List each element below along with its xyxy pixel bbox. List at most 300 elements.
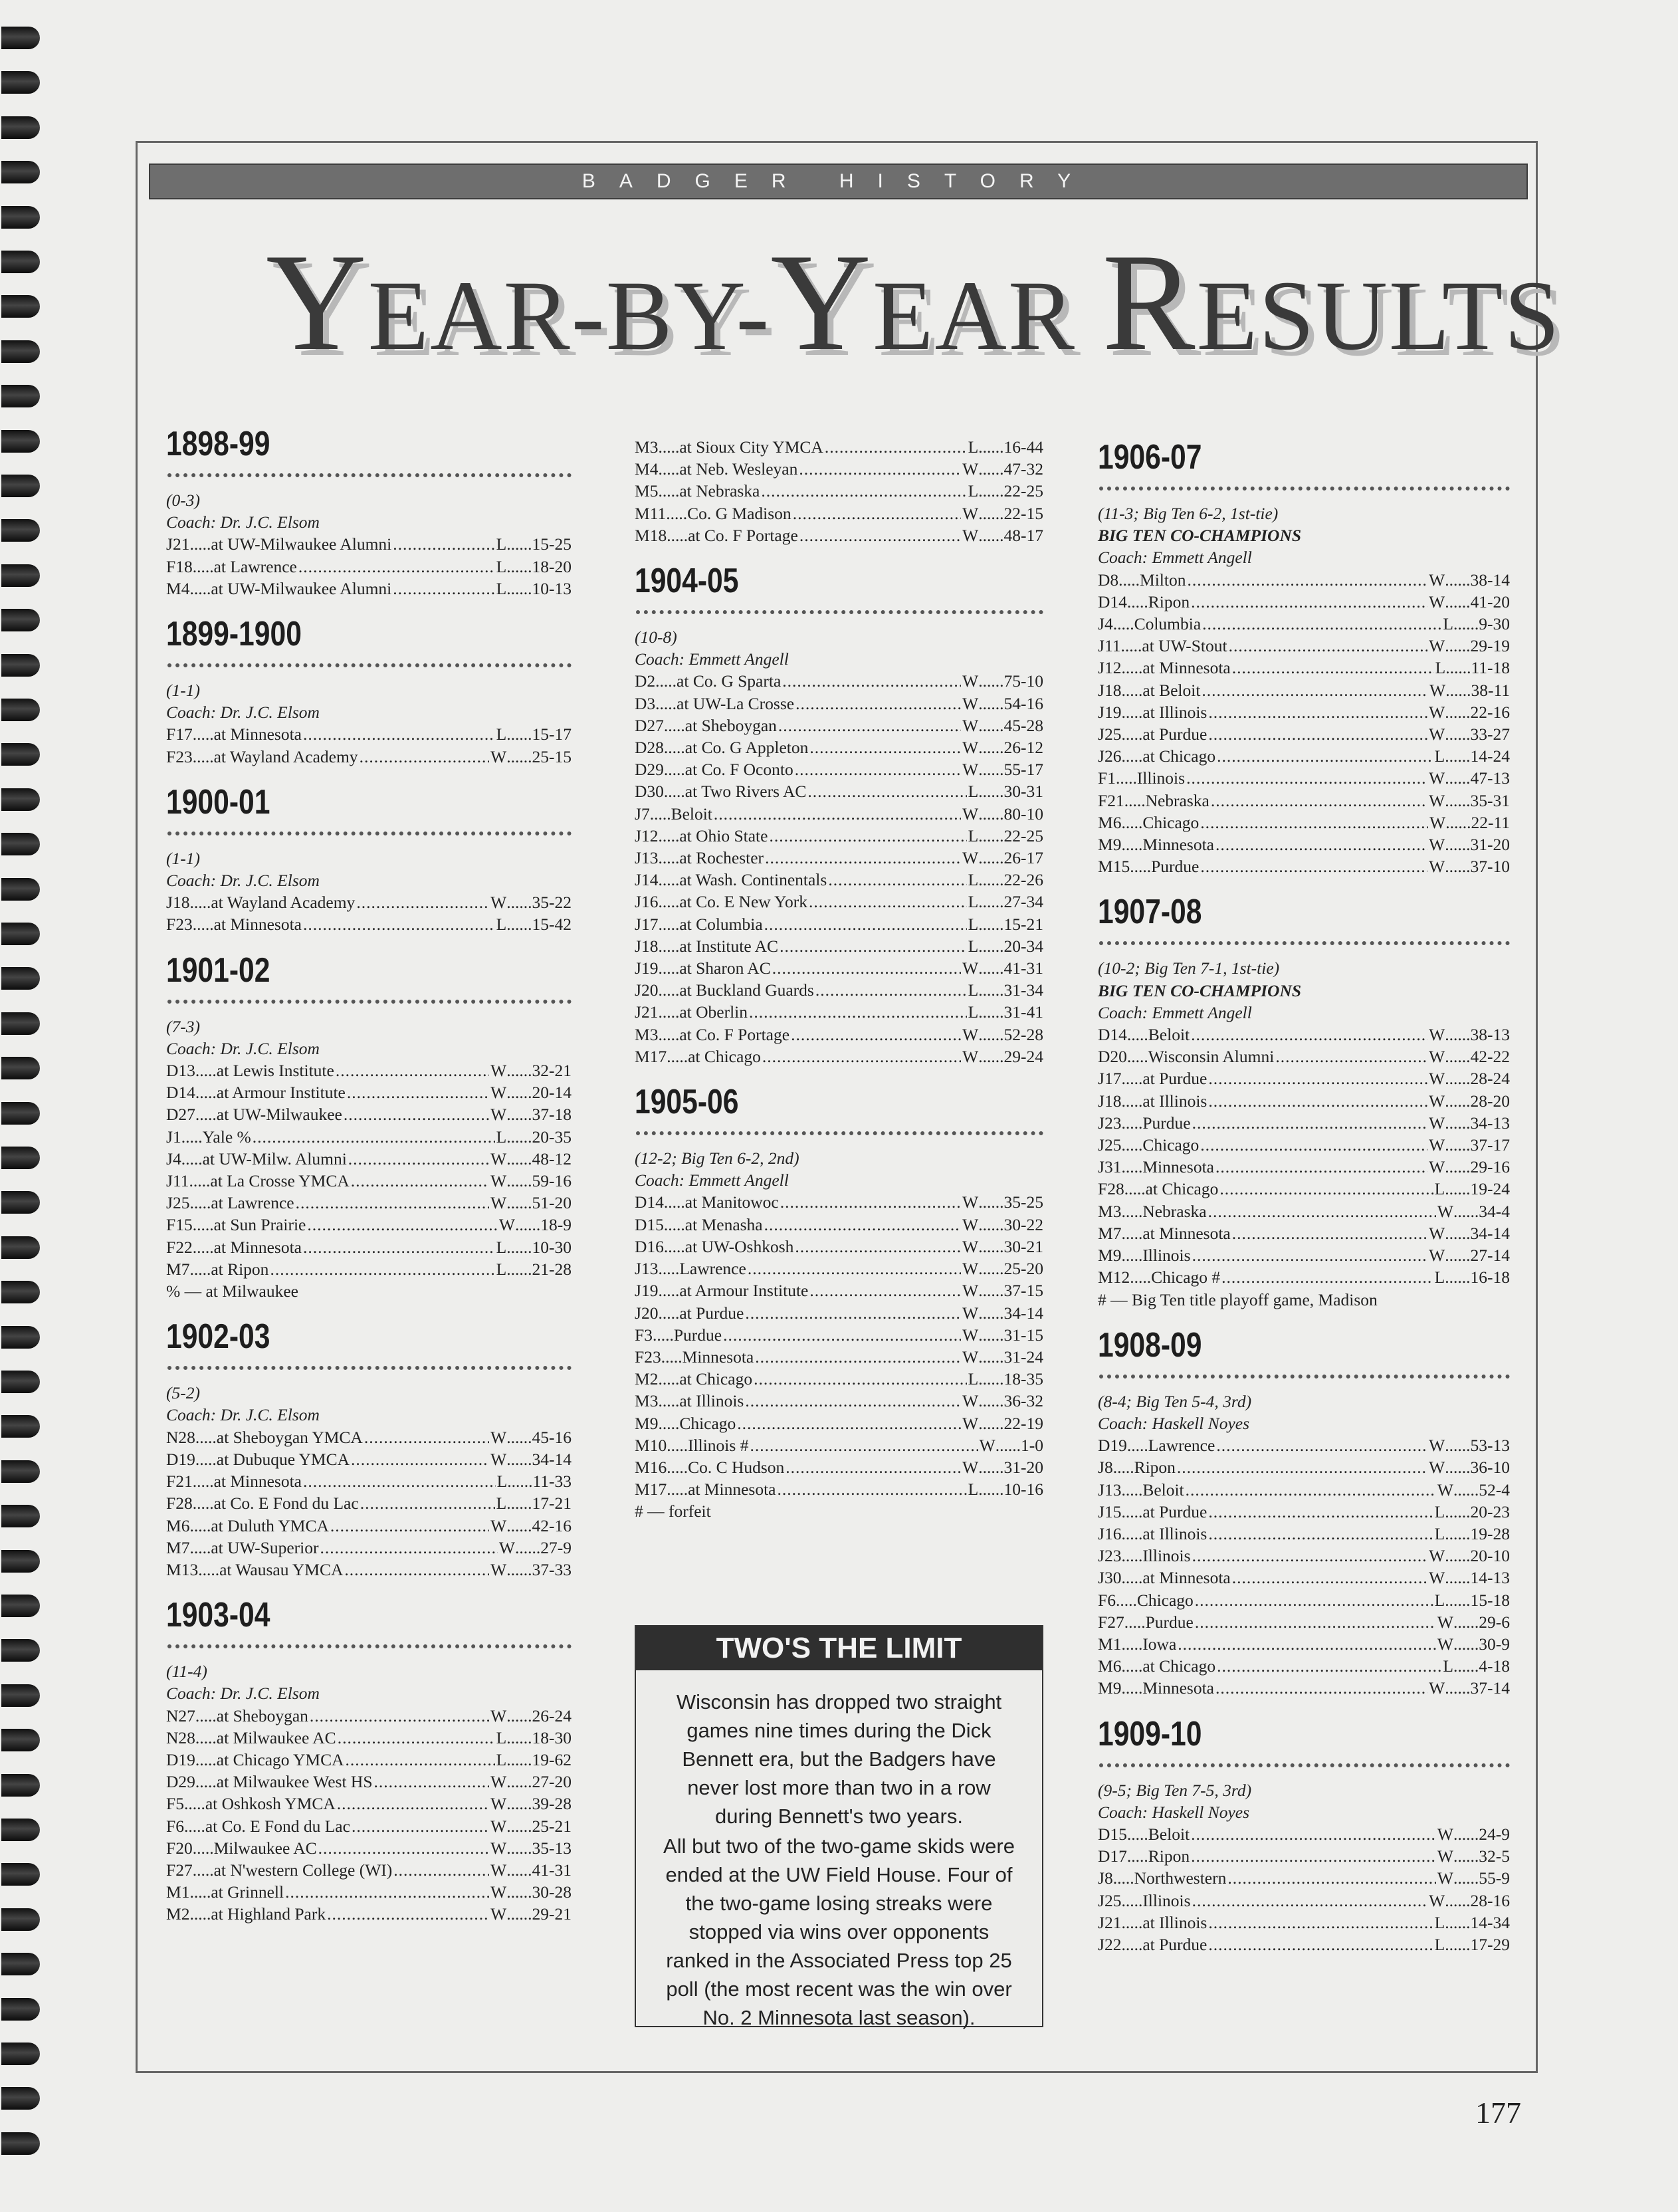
game-month: J: [1098, 1523, 1104, 1543]
game-result: W: [1429, 636, 1445, 656]
game-score: 35-25: [1003, 1192, 1043, 1212]
dot-leader: [337, 1793, 489, 1815]
game-score: 26-24: [532, 1706, 572, 1725]
game-result: W: [1429, 1546, 1445, 1566]
dot-leader: [360, 1492, 495, 1514]
game-month: M: [166, 1904, 181, 1924]
game-opponent: at Co. F Portage: [688, 525, 798, 545]
game-score: 29-6: [1479, 1612, 1510, 1632]
game-day: 13: [641, 848, 659, 868]
game-opponent: at Minnesota: [1142, 658, 1231, 678]
game-month: J: [1098, 1480, 1104, 1499]
game-month: J: [635, 914, 641, 934]
game-opponent: at Minnesota: [213, 724, 302, 744]
game-result: W: [962, 1259, 979, 1279]
game-row: M 6 ..... Chicago ..... W ...... 22-11: [1098, 812, 1510, 833]
dot-leader: [346, 1749, 495, 1771]
dot-leader: [393, 578, 494, 600]
game-month: M: [635, 503, 650, 523]
dotted-rule: [1099, 1375, 1510, 1379]
coach-name: Coach: Emmett Angell: [635, 1170, 789, 1190]
game-row: J 22 ..... at Purdue ..... L ...... 17-29: [1098, 1934, 1510, 1955]
game-row: F 18 ..... at Lawrence ..... L ...... 18-20: [166, 556, 572, 578]
dot-leader: [764, 913, 967, 935]
game-result: W: [1429, 1113, 1445, 1133]
game-score: 17-21: [532, 1493, 572, 1513]
game-month: D: [635, 1236, 647, 1256]
game-row: D 19 ..... at Chicago YMCA ..... L ...... 19-62: [166, 1749, 572, 1771]
game-row: M 10 ..... Illinois # ..... W ...... 1-0: [635, 1434, 1043, 1456]
game-month: F: [166, 1838, 176, 1858]
game-opponent: at Duluth YMCA: [211, 1515, 329, 1535]
game-month: J: [166, 893, 173, 913]
game-row: F 6 ..... at Co. E Fond du Lac ..... W ...... 25-21: [166, 1815, 572, 1837]
game-row: J 19 ..... at Illinois ..... W ...... 22-16: [1098, 701, 1510, 723]
dot-leader: [745, 1302, 961, 1324]
dotted-rule: [167, 831, 572, 835]
game-day: 25: [1104, 724, 1122, 744]
game-result: L: [968, 914, 979, 934]
game-score: 18-35: [1003, 1369, 1043, 1389]
season-block: [635, 436, 1043, 546]
game-row: F 27 ..... Purdue ..... W ...... 29-6: [1098, 1611, 1510, 1633]
game-day: 19: [641, 1281, 659, 1301]
game-day: 27: [175, 1860, 193, 1880]
game-day: 1: [172, 1127, 181, 1147]
dot-leader: [1232, 657, 1434, 679]
game-opponent: at Co. F Portage: [679, 1024, 790, 1044]
game-result: W: [962, 1325, 979, 1345]
binding-ring: [1, 1595, 40, 1617]
game-month: M: [1098, 835, 1113, 855]
game-row: M 2 ..... at Highland Park ..... W ...... 29-21: [166, 1903, 572, 1925]
game-row: J 20 ..... at Purdue ..... W ...... 34-14: [635, 1302, 1043, 1324]
dot-leader: [795, 758, 961, 780]
game-row: J 8 ..... Ripon ..... W ...... 36-10: [1098, 1456, 1510, 1478]
game-score: 45-16: [532, 1427, 572, 1447]
game-day: 19: [1104, 702, 1122, 722]
game-result: W: [1429, 1069, 1445, 1089]
game-opponent: at Lawrence: [211, 1193, 294, 1213]
game-score: 26-17: [1003, 848, 1043, 868]
dot-leader: [1202, 613, 1441, 635]
game-month: J: [1098, 1890, 1104, 1910]
dot-leader: [1208, 1200, 1436, 1222]
coach-name: Coach: Dr. J.C. Elsom: [166, 1684, 320, 1704]
footnote: # — Big Ten title playoff game, Madison: [1098, 1289, 1378, 1309]
game-score: 80-10: [1003, 804, 1043, 824]
dot-leader: [714, 803, 961, 825]
game-result: W: [1429, 835, 1445, 855]
game-score: 34-14: [1003, 1303, 1043, 1323]
game-day: 2: [181, 1904, 190, 1924]
game-opponent: Beloit: [671, 804, 712, 824]
game-opponent: Co. G Madison: [687, 503, 791, 523]
binding-ring: [1, 1774, 40, 1797]
game-score: 30-31: [1003, 782, 1043, 802]
game-result: W: [962, 503, 979, 523]
game-result: L: [1434, 1912, 1445, 1932]
dot-leader: [351, 1448, 489, 1470]
binding-ring: [1, 1998, 40, 2021]
game-opponent: Columbia: [1134, 614, 1202, 634]
game-day: 14: [1110, 1025, 1127, 1045]
binding-ring: [1, 564, 40, 587]
game-day: 19: [178, 1749, 195, 1769]
game-row: M 9 ..... Minnesota ..... W ...... 31-20: [1098, 833, 1510, 855]
championship-label: BIG TEN CO-CHAMPIONS: [1098, 526, 1302, 546]
game-day: 19: [641, 958, 659, 978]
game-opponent: Yale %: [202, 1127, 251, 1147]
game-score: 20-23: [1470, 1501, 1510, 1521]
game-month: J: [1098, 1091, 1104, 1111]
game-result: L: [496, 1493, 507, 1513]
binding-ring: [1, 2043, 40, 2065]
section-banner: [149, 164, 1528, 199]
game-row: J 13 ..... at Rochester ..... W ...... 26-17: [635, 847, 1043, 869]
game-score: 37-15: [1003, 1281, 1043, 1301]
game-result: W: [490, 1171, 507, 1191]
game-result: L: [496, 1237, 507, 1257]
binding-ring: [1, 1236, 40, 1259]
game-day: 20: [175, 1838, 193, 1858]
dot-leader: [303, 1470, 496, 1492]
game-score: 28-20: [1470, 1091, 1510, 1111]
season-heading: 1906-07: [1098, 438, 1202, 477]
game-result: W: [490, 1427, 507, 1447]
game-row: M 7 ..... at Ripon ..... L ...... 21-28: [166, 1258, 572, 1280]
game-score: 24-9: [1479, 1824, 1510, 1844]
game-day: 18: [175, 556, 193, 576]
game-score: 31-20: [1003, 1457, 1043, 1477]
game-month: J: [635, 1002, 641, 1022]
game-day: 20: [641, 980, 659, 1000]
game-row: M 6 ..... at Chicago ..... L ...... 4-18: [1098, 1655, 1510, 1677]
game-day: 28: [647, 738, 664, 758]
game-result: W: [1429, 592, 1445, 611]
footnote: # — forfeit: [635, 1501, 711, 1521]
game-day: 13: [178, 1061, 195, 1081]
game-score: 19-24: [1470, 1179, 1510, 1199]
sidebar-body: [636, 1670, 1042, 2032]
game-score: 22-26: [1003, 870, 1043, 890]
game-score: 59-16: [532, 1171, 572, 1191]
game-result: W: [490, 1083, 507, 1103]
game-opponent: at Sun Prairie: [213, 1215, 306, 1235]
game-score: 22-16: [1470, 702, 1510, 722]
game-score: 20-14: [532, 1083, 572, 1103]
game-day: 16: [649, 1457, 667, 1477]
game-month: J: [1098, 1912, 1104, 1932]
game-month: J: [635, 804, 641, 824]
dot-leader: [1275, 1046, 1427, 1067]
game-opponent: Chicago: [1142, 812, 1200, 832]
game-day: 1: [1107, 768, 1116, 788]
game-day: 18: [1104, 680, 1122, 700]
game-opponent: at Minnesota: [688, 1480, 776, 1499]
dot-leader: [1186, 767, 1427, 789]
game-day: 3: [1112, 1201, 1122, 1221]
dot-leader: [285, 1881, 489, 1903]
game-opponent: at Purdue: [1142, 724, 1207, 744]
game-opponent: at Ripon: [211, 1259, 269, 1279]
season-block: [166, 424, 572, 600]
game-opponent: Nebraska: [1145, 790, 1209, 810]
game-result: W: [1437, 1868, 1453, 1888]
season-heading: 1898-99: [166, 425, 270, 463]
sidebar-box: [635, 1625, 1043, 2027]
game-opponent: at Co. E New York: [679, 892, 807, 912]
game-result: L: [496, 1127, 507, 1147]
game-row: J 23 ..... Illinois ..... W ...... 20-10: [1098, 1545, 1510, 1567]
binding-ring: [1, 1505, 40, 1527]
game-day: 22: [1104, 1934, 1122, 1954]
game-opponent: at Oshkosh YMCA: [205, 1794, 336, 1814]
game-day: 28: [1107, 1179, 1124, 1199]
game-month: J: [1098, 1546, 1104, 1566]
game-opponent: at Sheboygan: [216, 1706, 308, 1725]
game-month: J: [166, 534, 173, 554]
dot-leader: [310, 1705, 489, 1727]
game-month: D: [1098, 1846, 1110, 1866]
game-day: 2: [647, 671, 656, 691]
game-row: J 16 ..... at Co. E New York ..... L ...... 27-34: [635, 891, 1043, 913]
spiral-binding: [0, 0, 48, 2212]
game-result: W: [490, 1061, 507, 1081]
season-block: [1098, 1325, 1510, 1700]
game-score: 29-16: [1470, 1157, 1510, 1177]
game-month: D: [635, 760, 647, 780]
game-month: M: [1098, 1201, 1113, 1221]
dot-leader: [815, 979, 967, 1001]
game-opponent: Milton: [1140, 570, 1186, 590]
game-month: J: [635, 892, 641, 912]
binding-ring: [1, 699, 40, 721]
game-day: 16: [1104, 1523, 1122, 1543]
game-day: 1: [1112, 1634, 1122, 1654]
game-day: 28: [178, 1727, 195, 1747]
game-result: W: [1429, 1246, 1445, 1266]
dot-leader: [1232, 1222, 1427, 1244]
title-capital: Y: [266, 225, 368, 380]
dot-leader: [1208, 1090, 1427, 1112]
game-result: L: [968, 437, 979, 457]
game-opponent: Wisconsin Alumni: [1148, 1047, 1275, 1067]
binding-ring: [1, 116, 40, 139]
dot-leader: [374, 1771, 490, 1793]
game-opponent: Minnesota: [1142, 835, 1214, 855]
game-score: 47-32: [1003, 459, 1043, 479]
game-result: W: [498, 1215, 515, 1235]
game-month: J: [166, 1171, 173, 1191]
game-day: 29: [647, 760, 664, 780]
game-score: 20-35: [532, 1127, 572, 1147]
game-opponent: Northwestern: [1134, 1868, 1227, 1888]
dot-leader: [737, 1412, 961, 1434]
game-day: 25: [1104, 1135, 1122, 1155]
game-month: J: [635, 1259, 641, 1279]
game-row: M 4 ..... at Neb. Wesleyan ..... W ...... 47-32: [635, 458, 1043, 480]
game-row: J 26 ..... at Chicago ..... L ...... 14-24: [1098, 745, 1510, 767]
dot-leader: [253, 1126, 495, 1148]
game-opponent: at Chicago: [679, 1369, 753, 1389]
game-day: 3: [644, 1325, 653, 1345]
game-day: 14: [647, 1192, 664, 1212]
dot-leader: [780, 1191, 961, 1213]
season-record: (12-2; Big Ten 6-2, 2nd): [635, 1149, 799, 1168]
championship-label: BIG TEN CO-CHAMPIONS: [1098, 980, 1302, 1000]
dot-leader: [778, 715, 961, 736]
game-result: W: [962, 1236, 979, 1256]
game-opponent: at Sheboygan: [684, 715, 777, 735]
game-score: 31-20: [1470, 835, 1510, 855]
binding-ring: [1, 1819, 40, 1841]
game-row: M 15 ..... Purdue ..... W ...... 37-10: [1098, 855, 1510, 877]
game-row: J 25 ..... Illinois ..... W ...... 28-16: [1098, 1890, 1510, 1912]
dot-leader: [825, 436, 967, 458]
dot-leader: [748, 1258, 961, 1279]
game-month: D: [166, 1749, 179, 1769]
game-month: D: [635, 1214, 647, 1234]
game-month: N: [166, 1427, 179, 1447]
game-day: 18: [641, 936, 659, 956]
dotted-rule: [167, 1644, 572, 1648]
game-score: 29-19: [1470, 636, 1510, 656]
dot-leader: [1227, 1867, 1436, 1889]
dot-leader: [761, 480, 966, 502]
game-row: M 1 ..... at Grinnell ..... W ...... 30-28: [166, 1881, 572, 1903]
dot-leader: [364, 1426, 489, 1448]
game-day: 13: [1104, 1480, 1122, 1499]
game-day: 31: [1104, 1157, 1122, 1177]
game-month: M: [1098, 857, 1113, 877]
game-day: 9: [1112, 1246, 1122, 1266]
game-score: 42-22: [1470, 1047, 1510, 1067]
game-opponent: Purdue: [1151, 857, 1200, 877]
season-heading: 1901-02: [166, 950, 270, 990]
game-day: 16: [647, 1236, 664, 1256]
game-row: M 3 ..... at Sioux City YMCA ..... L ...... 16-44: [635, 436, 1043, 458]
game-row: F 23 ..... Minnesota ..... W ...... 31-24: [635, 1346, 1043, 1368]
title-word: ESULTS: [1196, 261, 1561, 371]
game-result: L: [968, 1369, 979, 1389]
dotted-rule: [167, 1366, 572, 1370]
game-result: L: [1443, 1656, 1453, 1676]
game-score: 19-28: [1470, 1523, 1510, 1543]
game-opponent: Minnesota: [682, 1347, 754, 1367]
game-month: J: [1098, 614, 1104, 634]
season-record: (1-1): [166, 681, 200, 701]
game-month: M: [166, 1559, 181, 1579]
game-result: L: [968, 980, 979, 1000]
dot-leader: [749, 1001, 967, 1023]
dot-leader: [330, 1515, 489, 1537]
game-row: D 29 ..... at Co. F Oconto ..... W ...... 55-17: [635, 758, 1043, 780]
title-word: EAR-BY-: [367, 261, 771, 371]
game-row: F 27 ..... at N'western College (WI) ..... W ...... 41-31: [166, 1859, 572, 1881]
game-result: L: [496, 556, 507, 576]
game-result: W: [490, 1882, 507, 1902]
season-block: [166, 950, 572, 1303]
binding-ring: [1, 654, 40, 677]
binding-ring: [1, 1326, 40, 1349]
game-row: D 14 ..... Beloit ..... W ...... 38-13: [1098, 1024, 1510, 1046]
season-heading: 1905-06: [635, 1083, 739, 1122]
dotted-rule: [1099, 941, 1510, 945]
game-opponent: at Menasha: [684, 1214, 763, 1234]
game-month: D: [1098, 1047, 1110, 1067]
dot-leader: [1215, 1677, 1427, 1699]
game-month: F: [1098, 1612, 1108, 1632]
dot-leader: [745, 1390, 961, 1412]
game-score: 38-13: [1470, 1025, 1510, 1045]
game-row: J 25 ..... Chicago ..... W ...... 37-17: [1098, 1134, 1510, 1156]
dot-leader: [1191, 1024, 1427, 1046]
game-opponent: at Chicago: [1145, 1179, 1219, 1199]
game-result: L: [1434, 1268, 1445, 1287]
game-result: W: [1429, 768, 1445, 788]
season-record: (5-2): [166, 1383, 200, 1403]
game-day: 27: [178, 1706, 195, 1725]
game-opponent: Illinois: [1142, 1246, 1191, 1266]
game-score: 25-15: [532, 746, 572, 766]
game-row: D 2 ..... at Co. G Sparta ..... W ...... 75-10: [635, 670, 1043, 692]
game-opponent: at UW-Milwaukee Alumni: [211, 534, 392, 554]
game-opponent: Beloit: [1148, 1025, 1190, 1045]
dot-leader: [1221, 1266, 1433, 1288]
game-row: M 6 ..... at Duluth YMCA ..... W ...... 42-16: [166, 1515, 572, 1537]
game-opponent: Chicago: [679, 1413, 736, 1433]
game-month: F: [166, 1860, 176, 1880]
game-month: J: [166, 1193, 173, 1213]
game-score: 17-29: [1470, 1934, 1510, 1954]
dot-leader: [344, 1103, 489, 1125]
game-day: 4: [181, 578, 190, 598]
game-result: L: [496, 724, 507, 744]
game-day: 15: [1110, 1824, 1127, 1844]
game-row: D 27 ..... at Sheboygan ..... W ...... 45-28: [635, 715, 1043, 736]
dot-leader: [393, 533, 494, 555]
game-month: F: [166, 724, 176, 744]
game-day: 3: [649, 1391, 659, 1411]
game-result: W: [962, 1046, 979, 1066]
game-result: L: [1434, 1179, 1445, 1199]
game-opponent: Illinois: [1136, 768, 1186, 788]
game-month: F: [1098, 790, 1108, 810]
game-row: J 13 ..... Lawrence ..... W ...... 25-20: [635, 1258, 1043, 1279]
game-result: L: [968, 782, 979, 802]
game-opponent: at UW-Stout: [1142, 636, 1227, 656]
game-result: W: [962, 1214, 979, 1234]
dot-leader: [1200, 812, 1428, 833]
game-row: M 13 ..... at Wausau YMCA ..... W ...... 37-33: [166, 1559, 572, 1581]
binding-ring: [1, 2132, 40, 2155]
dot-leader: [1195, 1611, 1436, 1633]
game-opponent: at Nebraska: [679, 481, 760, 501]
game-opponent: at Co. F Oconto: [684, 760, 793, 780]
game-opponent: Chicago #: [1151, 1268, 1221, 1287]
game-result: W: [490, 1149, 507, 1168]
game-opponent: at Two Rivers AC: [684, 782, 807, 802]
game-month: D: [635, 738, 647, 758]
game-result: W: [962, 1413, 979, 1433]
game-opponent: at Co. E Fond du Lac: [205, 1816, 350, 1836]
game-opponent: Illinois #: [688, 1435, 749, 1455]
game-row: J 25 ..... at Purdue ..... W ...... 33-27: [1098, 723, 1510, 745]
dot-leader: [809, 891, 967, 913]
game-result: W: [962, 1391, 979, 1411]
game-month: M: [635, 1046, 650, 1066]
